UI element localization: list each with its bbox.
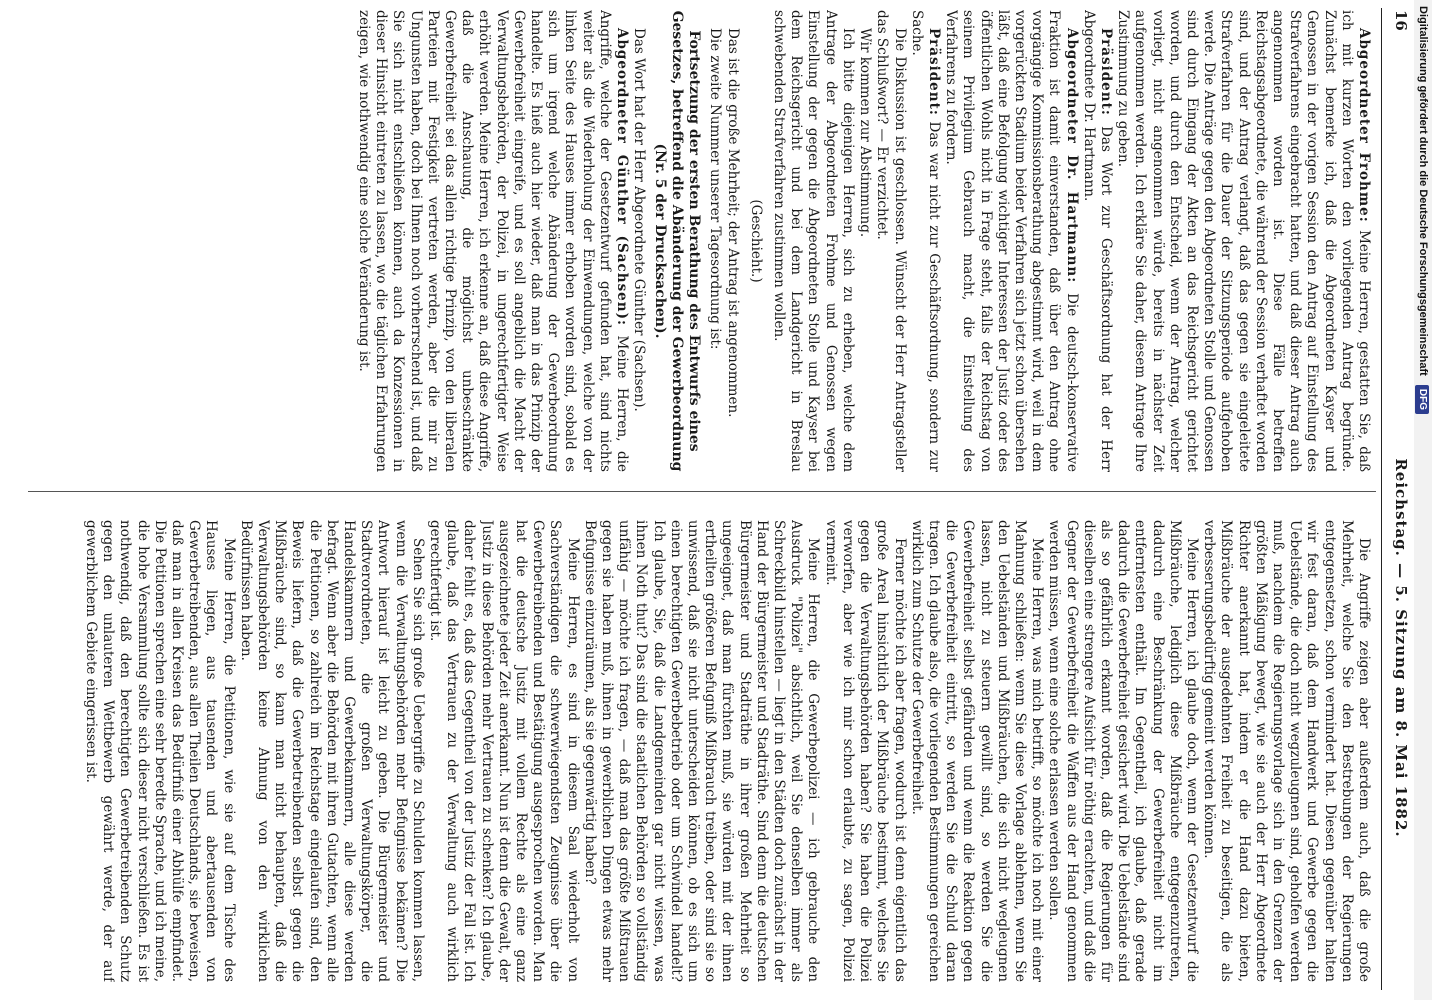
text-paragraph	[630, 10, 647, 472]
running-title: Reichstag. — 5. Sitzung am 8. Mai 1882.	[1392, 458, 1410, 838]
text-paragraph	[426, 520, 581, 982]
text-paragraph	[723, 10, 740, 472]
speaker-name: Präsident:	[925, 28, 942, 116]
paragraph-text: Ich bitte diejenigen Herren, sich zu erheben, welche dem Antrage der Abgeordneten Frohme und Genossen wegen Einstellung der gegen die Abgeordneten Stolle und Kayser bei dem Reichsgericht und bei dem Landgericht in Breslau schwebenden Strafverfahren zustimmen wollen.	[771, 10, 856, 472]
paragraph-text: Sehen Sie sich große Uebergriffe zu Schulden kommen lassen, wenn die Verwaltungsbehörden mehr Befugnisse bekämen? Die Antwort hierauf ist leicht zu geben. Die Bürgermeister und Stadtverordneten, die großen Verwaltungskörper, die Handelskammern und Gewerbekammern, alle diese werden befragt. Wenn aber die Behörden mit ihren Gutachten, wenn alle die Petitionen, so zahlreich im Reichstage eingelaufen sind, den Beweis liefern, daß die Gewerbetreibenden selbst gegen die Mißbräuche sind, so kann man nicht behaupten, daß die Verwaltungsbehörden keine Ahnung von den wirklichen Bedürfnissen haben.	[237, 520, 426, 982]
paragraph-text: Die Angriffe zeigen aber außerdem auch, daß die große Mehrheit, welche Sie den Bestrebungen der Regierungen entgegensetzen, schon vermindert hat. Diesen gegenüber halten wir fest daran, daß dem Handwerk und Gewerbe gegen die Uebelstände, die doch nicht wegzuleugnen sind, geholfen werden muß, nachdem die Regierungsvorlage sich in den Grenzen der größten Mäßigung bewegt, wie sie auch der Herr Abgeordnete Richter anerkannt hat, indem er die Hand dazu bieten, Mißbräuche der ausgedehnten Freiheit zu beseitigen, die als verbesserungsbedürftig gemeint werden können.	[1201, 520, 1372, 982]
text-paragraph	[908, 520, 1046, 982]
paragraph-text: Meine Herren, die Angriffe, welche der Gesetzentwurf gefunden hat, sind nichts weiter als die Wiederholung der Einwendungen, welche von der linken Seite des Hauses immer erhoben worden sind, sobald es sich um irgend welche Abänderung der Gewerbeordnung handelte. Es hieß auch hier wieder, daß man in das Prinzip der Gewerbefreiheit eingreife, und es soll angeblich die Macht der Verwaltungsbehörden, der Polizei, in ungerechtfertigter Weise erhöht werden. Meine Herren, ich erkenne an, daß diese Angriffe, daß die Anschauung, die möglichst unbeschränkte Gewerbefreiheit sei das allein richtige Prinzip, von den liberalen Parteien mit Festigkeit vertreten werden, aber die mir zu Ungunsten haben, doch bei Ihnen noch vorherrschend ist, und daß Sie sich nicht entschließen können, auch da Konzessionen in dieser Hinsicht eintreten zu lassen, wo die täglichen Erfahrungen zeigen, wie nothwendig eine solche Veränderung ist.	[356, 10, 631, 472]
left-column	[32, 10, 1372, 472]
speech-paragraph	[908, 10, 942, 472]
text-paragraph	[1200, 520, 1372, 982]
text-paragraph	[82, 520, 237, 982]
digitization-credit-text: Digitalisierung gefördert durch die Deutsche Forschungsgemeinschaft	[1417, 6, 1429, 376]
paragraph-text: Die Diskussion ist geschlossen. Wünscht der Herr Antragsteller das Schlußwort? — Er verzichtet.	[874, 10, 908, 472]
text-paragraph	[706, 10, 723, 472]
paragraph-text: Die deutsch-konservative Fraktion ist damit einverstanden, daß über den Antrag ohne vorgängige Kommissionsberathung abgestimmt wird, weil in dem vorgerückten Stadium beider Verfahren sich jetzt schon übersehen läßt, daß eine Befolgung wichtiger Interessen der Justiz oder des öffentlichen Wohls nicht in Frage steht, falls der Reichstag von seinem Privilegium Gebrauch macht, die Einstellung des Verfahrens zu fordern.	[943, 10, 1080, 472]
speech-paragraph	[1080, 10, 1114, 472]
speaker-name: Abgeordneter Günther (Sachsen):	[614, 28, 631, 326]
paragraph-text: Das ist die große Mehrheit; der Antrag ist angenommen.	[724, 28, 741, 418]
paragraph-text: Ferner möchte ich aber fragen, wodurch ist denn eigentlich das große Areal hinsichtlich der Mißbräuche bestimmt, welches Sie gegen die Verwaltungsbehörden haben? Sie haben die Polizei verworfen, aber wie ich mir schon erlaubte, zu sagen, Polizei vermeint.	[822, 520, 908, 982]
text-paragraph	[856, 10, 873, 472]
paragraph-text: Meine Herren, was mich betrifft, so möchte ich noch mit einer Mahnung schließen: wenn Sie diese Vorlage ablehnen, wenn Sie den Uebelständen und Mißbräuchen, die sich nicht wegleugnen lassen, nicht zu steuern gewillt sind, so werden Sie die Gewerbefreiheit selbst gefährden und wenn die Reaktion gegen die Gewerbefreiheit eintritt, so werden Sie die Schuld daran tragen. Ich glaube also, die vorliegenden Bestimmungen gereichen wirklich zum Schutze der Gewerbefreiheit.	[908, 520, 1046, 982]
paragraph-text: Meine Herren, ich glaube doch, wenn der Gesetzentwurf die Mißbräuche, lediglich diese Mißbräuche entgegenzutreten, dadurch eine Beschränkung der Gewerbefreiheit nicht im entferntesten enthält. Im Gegentheil, ich glaube, daß gerade dadurch die Gewerbefreiheit gesichert wird. Die Uebelstände sind als so gefährlich erkannt worden, daß die Regierungen für dieselben eine strengere Aufsicht für nöthig erachten, und daß die Gegner der Gewerbefreiheit die Waffen aus der Hand genommen werden müssen, wenn eine solche erlassen werden sollen.	[1046, 520, 1200, 982]
speech-paragraph	[942, 10, 1080, 472]
text-paragraph	[1045, 520, 1200, 982]
paragraph-text: Meine Herren, gestatten Sie, daß ich mit kurzen Worten den vorliegenden Antrag begründe. Zunächst bemerke ich, daß die Abgeordneten Kayser und Genossen in der vorigen Session den Antrag auf Einstellung des Strafverfahrens eingebracht hatten, und daß dieser Antrag auch angenommen worden ist. Diese Fälle betreffen Reichstagsabgeordnete, die während der Session verhaftet worden sind, und der Antrag verlangt, daß das gegen sie eingeleitete Strafverfahren für die Dauer der Sitzungsperiode aufgehoben werde. Die Anträge gegen den Abgeordneten Stolle und Genossen sind durch Eingang der Akten an das Reichsgericht gerichtet worden, und durch den Entscheid, wenn der Antrag, welcher vorliegt, nicht angenommen würde, bereits in nächster Zeit aufgenommen werden. Ich erkläre Sie daher, diesem Antrage Ihre Zustimmung zu geben.	[1115, 10, 1372, 472]
right-column	[32, 520, 1372, 982]
dfg-logo: DFG	[1415, 385, 1429, 414]
paragraph-text: Meine Herren, die Gewerbepolizei — ich gebrauche den Ausdruck "Polizei" absichtlich, weil Sie denselben immer als Schreckbild hinstellen — liegt in den Städten doch zunächst in der Hand der Bürgermeister und Stadträthe. Sind denn die deutschen Bürgermeister und Stadträthe in ihrer großen Mehrheit so ungeeignet, daß man fürchten muß, sie würden mit der ihnen ertheilten größeren Befugniß Mißbrauch treiben, oder sind sie so unwissend, daß sie nicht unterscheiden können, ob es sich um einen berechtigten Gewerbebetrieb oder um Schwindel handelt? Ich glaube, Sie, daß die Landgemeinden gar nicht wissen, was ihnen Noth thut? Das sind die staatlichen Behörden so vollständig unfähig — möchte ich fragen, — daß man das größte Mißtrauen gegen sie haben muß, ihnen in gewerblichen Dingen etwas mehr Befugnisse einzuräumen, als sie gegenwärtig haben?	[581, 520, 822, 982]
speaker-name: Präsident:	[1097, 28, 1114, 116]
agenda-heading: Fortsetzung der ersten Berathung des Entwurfs eines Gesetzes, betreffend die Abänderung der Gewerbeordnung (Nr. 5 der Drucksachen).	[652, 10, 703, 472]
header-rule	[1381, 8, 1382, 990]
paragraph-text: Wir kommen zur Abstimmung.	[857, 28, 874, 238]
paragraph-text: Meine Herren, es sind in diesem Saal wiederholt von Sachverständigen die schwerwiegendsten Zeugnisse über die Gewerbetreibenden und Bestätigung ausgesprochen worden. Man hat die deutsche Justiz mit vollem Rechte als eine ganz ausgezeichnete jeder Zeit anerkannt. Nun ist denn die Gewalt, der Justiz in diese Behörden mehr Vertrauen zu schenken? Ich glaube, daher fehlt es, daß das Gegentheil von der Justiz der Fall ist. Ich glaube, daß das Vertrauen zu der Verwaltung auch wirklich gerechtfertigt ist.	[427, 520, 581, 982]
digitization-credit-strip	[1414, 0, 1432, 1000]
paragraph-text: Meine Herren, die Petitionen, wie sie auf dem Tische des Hauses liegen, aus tausenden und abertausenden von Gewerbetreibenden, aus allen Theilen Deutschlands, sie beweisen, daß man in allen Kreisen das Bedürfniß einer Abhülfe empfindet. Die Petitionen sprechen eine sehr beredte Sprache, und ich meine, die hohe Versammlung sollte sich dieser nicht verschließen. Es ist nothwendig, daß den berechtigten Gewerbetreibenden Schutz gegen den unlauteren Wettbewerb gewährt werde, der auf gewerblichem Gebiete eingerissen ist.	[82, 520, 237, 982]
paragraph-text: Das Wort hat der Herr Abgeordnete Günther (Sachsen).	[631, 28, 648, 412]
paragraph-text: Das Wort zur Geschäftsordnung hat der Herr Abgeordnete Dr. Hartmann.	[1080, 10, 1114, 472]
text-paragraph	[237, 520, 426, 982]
speech-paragraph	[1114, 10, 1372, 472]
stage-direction: (Geschieht.)	[747, 199, 764, 283]
speaker-name: Abgeordneter Dr. Hartmann:	[1063, 28, 1080, 284]
column-divider	[28, 491, 1376, 492]
page-number: 16	[1392, 10, 1410, 31]
text-paragraph	[822, 520, 908, 982]
paragraph-text: Das war nicht zur Geschäftsordnung, sondern zur Sache.	[908, 10, 942, 472]
text-paragraph	[770, 10, 856, 472]
speech-paragraph	[355, 10, 630, 472]
speaker-name: Abgeordneter Frohme:	[1356, 28, 1372, 223]
paragraph-text: Die zweite Nummer unserer Tagesordnung ist:	[707, 28, 724, 350]
text-paragraph	[581, 520, 822, 982]
text-paragraph	[873, 10, 907, 472]
page-header	[1382, 10, 1410, 986]
